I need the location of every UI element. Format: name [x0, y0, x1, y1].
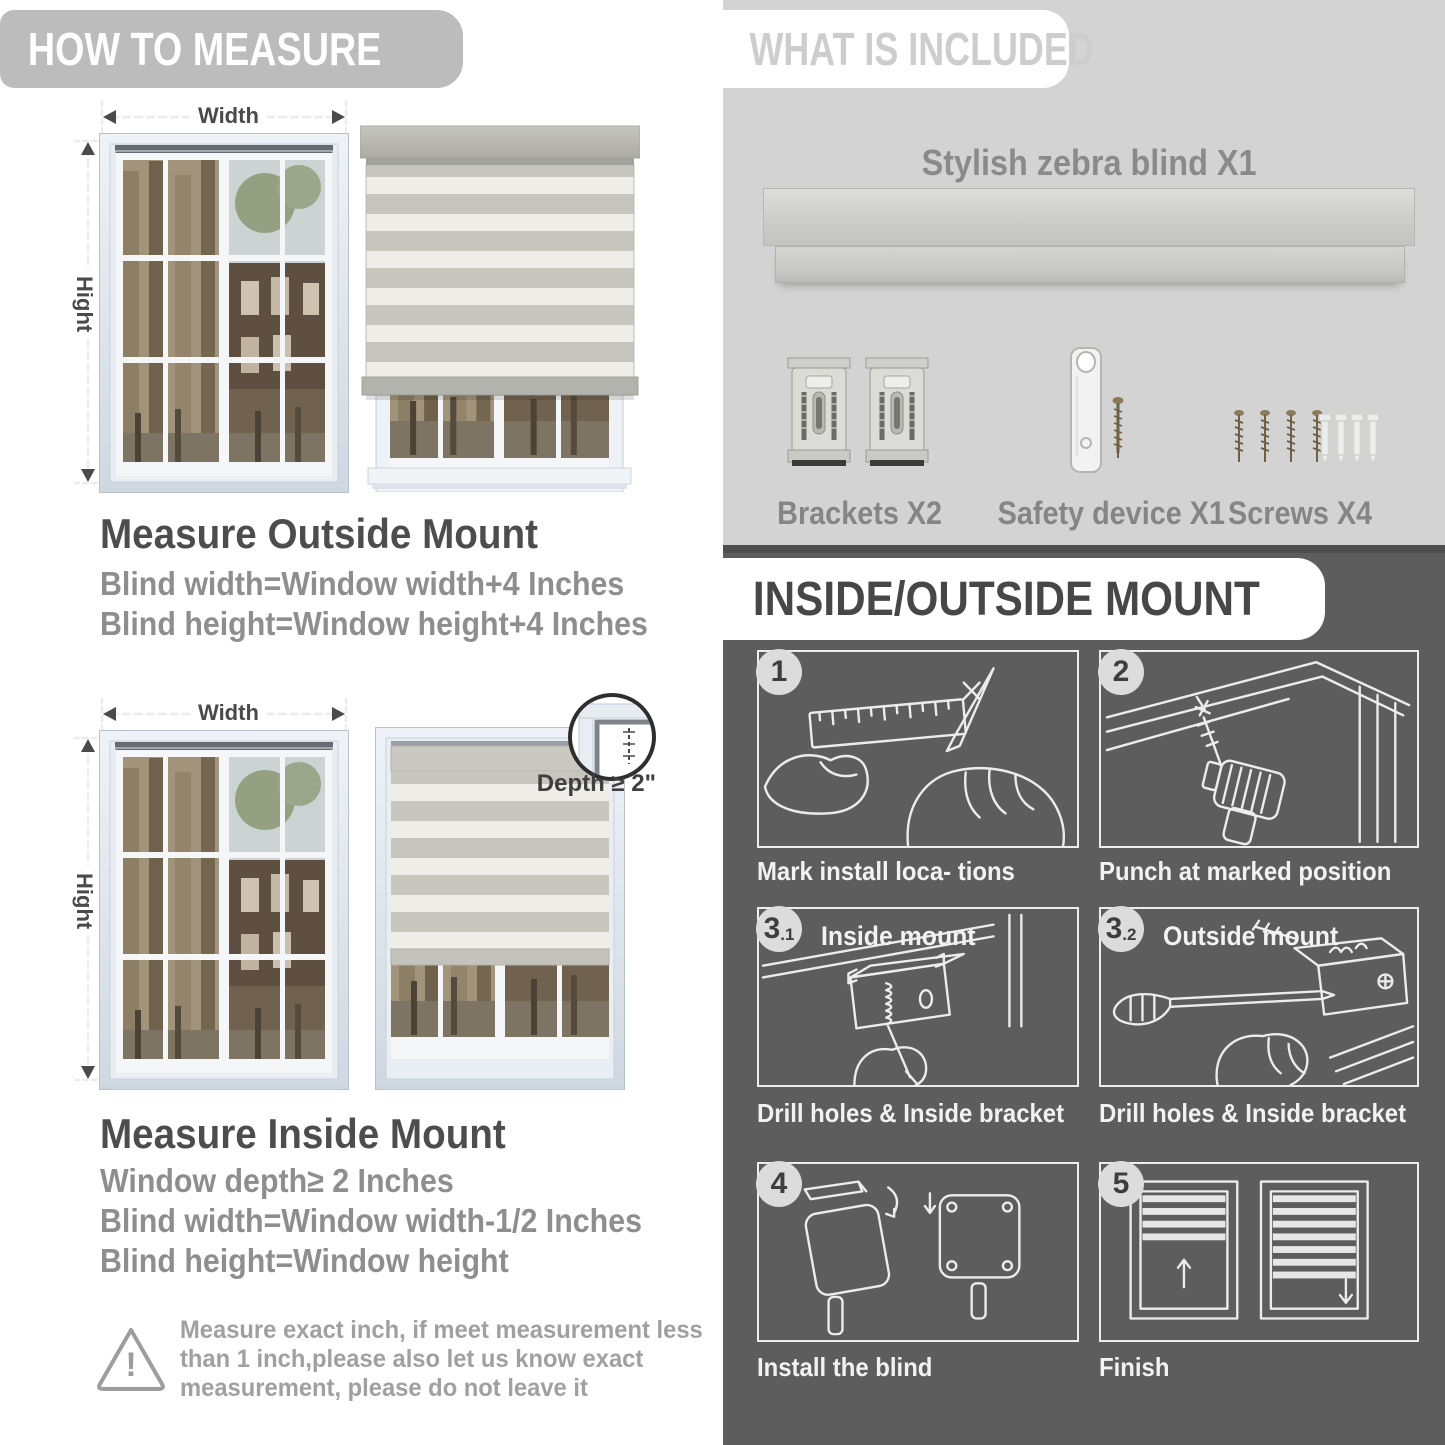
step-panel-1 [757, 650, 1079, 848]
install-blind-illustration [759, 1164, 1077, 1340]
outside-mount-step-label: Outside mount [1163, 921, 1339, 951]
what-is-included-title: WHAT IS INCLUDED [749, 23, 1094, 75]
step-caption-5: Finish [1099, 1352, 1170, 1382]
inside-mount-heading: Measure Inside Mount [100, 1110, 506, 1157]
step-number-badge: 4 [756, 1161, 802, 1207]
finish-illustration [1101, 1164, 1417, 1340]
mount-section-top-strip [723, 545, 1445, 553]
step-panel-2 [1099, 650, 1419, 848]
inside-mount-step-label: Inside mount [821, 921, 976, 951]
step-number-badge: 1 [756, 649, 802, 695]
window-photo-inside [99, 730, 349, 1090]
zebra-blind-outside-illustration [360, 120, 640, 492]
warning-triangle-icon [96, 1324, 166, 1394]
screws-icon [1228, 410, 1332, 468]
step-panel-3-1 [757, 907, 1079, 1087]
brackets-label: Brackets X2 [777, 495, 943, 531]
height-label-outside: Hight [71, 268, 97, 340]
step-caption-3-1: Drill holes & Inside bracket [757, 1098, 1065, 1128]
svg-text:!: ! [125, 1346, 137, 1384]
height-label-inside: Hight [71, 865, 97, 937]
safety-device-icon [1069, 346, 1103, 477]
inside-mount-line1: Window depth≥ 2 Inches [100, 1162, 454, 1199]
bracket-icon [864, 350, 930, 468]
inside-mount-line2: Blind width=Window width-1/2 Inches [100, 1202, 642, 1239]
window-photo-outside [99, 133, 349, 493]
depth-label: Depth ≥ 2" [536, 770, 656, 797]
inside-outside-mount-title: INSIDE/OUTSIDE MOUNT [752, 572, 1260, 626]
step-caption-2: Punch at marked position [1099, 856, 1392, 886]
product-label: Stylish zebra blind X1 [921, 142, 1257, 183]
step-number-badge: 3 .1 [756, 906, 802, 952]
what-is-included-banner [723, 10, 1094, 88]
wall-anchors-icon [1318, 414, 1382, 466]
step-panel-5 [1099, 1162, 1419, 1342]
step-panel-3-2 [1099, 907, 1419, 1087]
step-caption-4: Install the blind [757, 1352, 933, 1382]
outside-mount-heading: Measure Outside Mount [100, 510, 538, 557]
outside-mount-line2: Blind height=Window height+4 Inches [100, 605, 648, 642]
how-to-measure-banner [0, 10, 463, 88]
step-caption-3-2: Drill holes & Inside bracket [1099, 1098, 1407, 1128]
width-label-outside: Width [190, 103, 267, 129]
how-to-measure-title: HOW TO MEASURE [27, 23, 382, 75]
warning-text: Measure exact inch, if meet measurement less than 1 inch,please also let us know exact measurement, please do not leave it [180, 1316, 703, 1402]
outside-mount-line1: Blind width=Window width+4 Inches [100, 565, 625, 602]
depth-inset-magnifier [567, 692, 657, 782]
screws-label: Screws X4 [1227, 495, 1373, 531]
screw-icon [1112, 397, 1124, 459]
step-number-badge: 2 [1098, 649, 1144, 695]
step-caption-1: Mark install loca- tions [757, 856, 1015, 886]
blind-cassette-top-bar [763, 188, 1415, 246]
step-number-badge: 3 .2 [1098, 906, 1144, 952]
step-panel-4 [757, 1162, 1079, 1342]
bracket-icon [786, 350, 852, 468]
inside-outside-mount-banner [723, 558, 1325, 640]
blind-cassette-bottom-bar [775, 246, 1405, 283]
safety-device-label: Safety device X1 [997, 495, 1225, 531]
inside-mount-line3: Blind height=Window height [100, 1242, 509, 1279]
drill-illustration [1101, 652, 1417, 846]
mark-locations-illustration [759, 652, 1077, 846]
width-label-inside: Width [190, 700, 267, 726]
step-number-badge: 5 [1098, 1161, 1144, 1207]
